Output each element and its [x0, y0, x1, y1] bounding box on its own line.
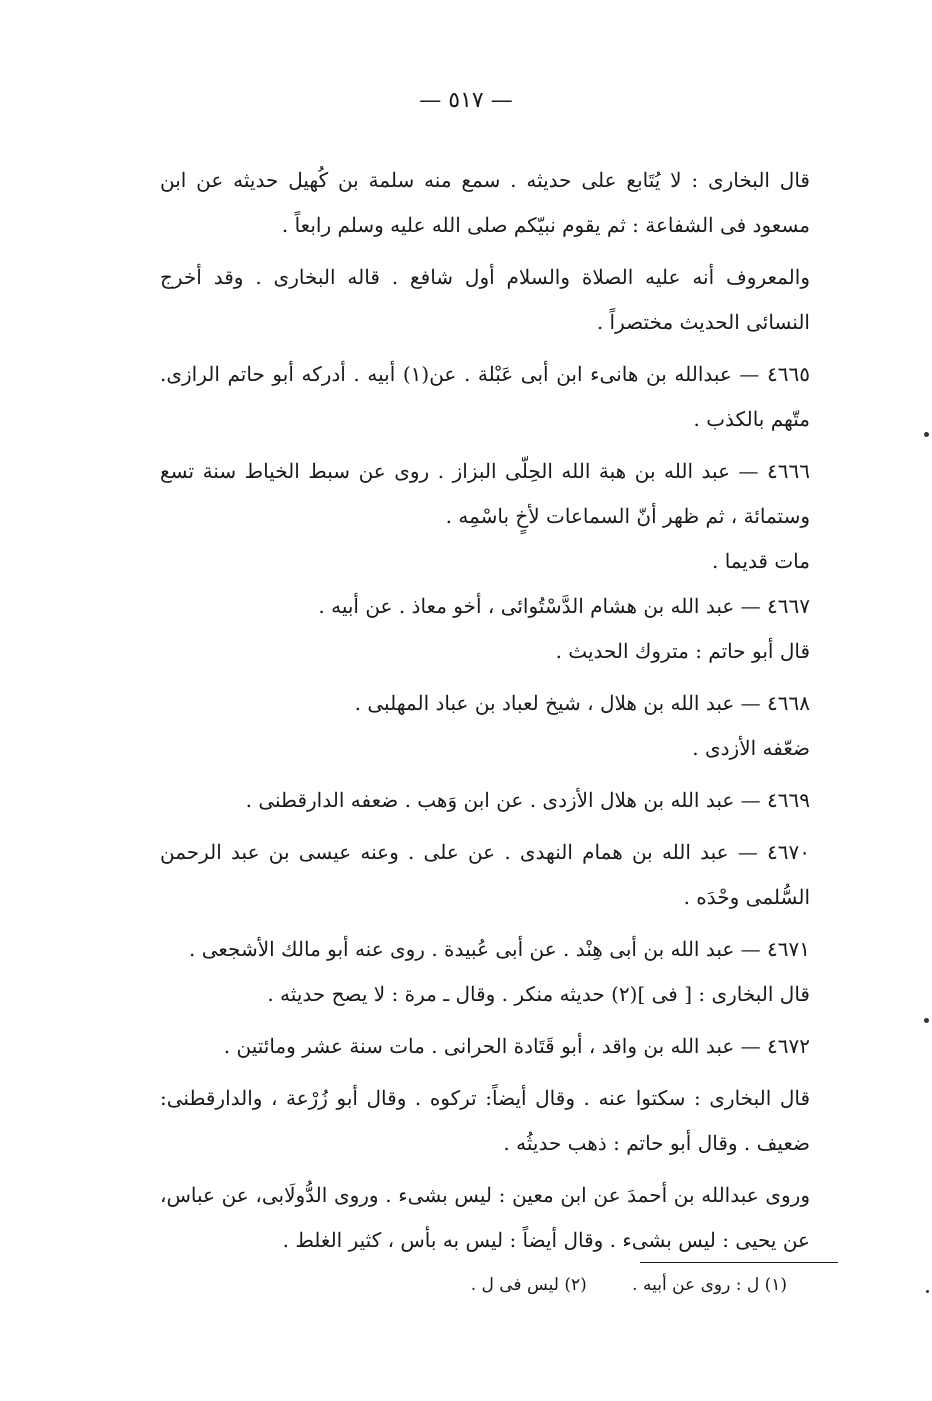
- entry-4671-note: قال البخارى : [ فى ](٢) حديثه منكر . وقال ـ مرة : لا يصح حديثه .: [267, 982, 810, 1006]
- paragraph-2: والمعروف أنه عليه الصلاة والسلام أول شافع . قاله البخارى . وقد أخرج النسائى الحديث مختصراً .: [160, 265, 810, 334]
- entry-4667: ٤٦٦٧ — عبد الله بن هشام الدَّسْتُوائى ، أخو معاذ . عن أبيه .: [318, 594, 810, 618]
- footnote-2: (٢) ليس فى ل .: [470, 1275, 587, 1295]
- page-body: [160, 158, 810, 1270]
- entry-4669: ٤٦٦٩ — عبد الله بن هلال الأزدى . عن ابن وَهب . ضعفه الدارقطنى .: [245, 788, 810, 812]
- scan-speck: [924, 1018, 929, 1023]
- entry-4668-note: ضعّفه الأزدى .: [692, 736, 810, 760]
- footnote-rule: [640, 1262, 838, 1263]
- entry-4667-note: قال أبو حاتم : متروك الحديث .: [555, 639, 810, 663]
- entry-4672: ٤٦٧٢ — عبد الله بن واقد ، أبو قَتَادة الحرانى . مات سنة عشر ومائتين .: [223, 1034, 810, 1058]
- entry-4672-note-1: قال البخارى : سكتوا عنه . وقال أيضاً: تركوه . وقال أبو زُرْعة ، والدارقطنى: ضعيف . وقال أبو حاتم : ذهب حديثُه .: [160, 1086, 810, 1155]
- entry-4671: ٤٦٧١ — عبد الله بن أبى هِنْد . عن أبى عُبيدة . روى عنه أبو مالك الأشجعى .: [189, 937, 810, 961]
- scan-speck: [924, 432, 929, 437]
- entry-4666-note: مات قديما .: [712, 549, 810, 573]
- entry-4668: ٤٦٦٨ — عبد الله بن هلال ، شيخ لعباد بن عباد المهلبى .: [354, 691, 810, 715]
- paragraph-1: قال البخارى : لا يُتَابع على حديثه . سمع منه سلمة بن كُهيل حديثه عن ابن مسعود فى الشفاعة : ثم يقوم نبيّكم صلى الله عليه وسلم رابعاً .: [160, 168, 810, 237]
- entry-4666: ٤٦٦٦ — عبد الله بن هبة الله الحِلّى البزاز . روى عن سبط الخياط سنة تسع وستمائة ، ثم ظهر أنّ السماعات لأخٍ باسْمِه .: [160, 459, 810, 528]
- entry-4670: ٤٦٧٠ — عبد الله بن همام النهدى . عن على . وعنه عيسى بن عبد الرحمن السُّلمى وحْدَه .: [160, 840, 810, 909]
- entry-4665: ٤٦٦٥ — عبدالله بن هانىء ابن أبى عَبْلة . عن(١) أبيه . أدركه أبو حاتم الرازى. متّهم بالكذب .: [160, 362, 810, 431]
- footnotes: [431, 1270, 787, 1300]
- page-number: — ٥١٧ —: [419, 88, 513, 113]
- footnote-1: (١) ل : روى عن أبيه .: [632, 1275, 787, 1295]
- scan-speck: [926, 1290, 929, 1293]
- entry-4672-note-2: وروى عبدالله بن أحمدَ عن ابن معين : ليس بشىء . وروى الدُّولَابى، عن عباس، عن يحيى : ليس بشىء . وقال أيضاً : ليس به بأس ، كثير الغلط .: [160, 1183, 810, 1252]
